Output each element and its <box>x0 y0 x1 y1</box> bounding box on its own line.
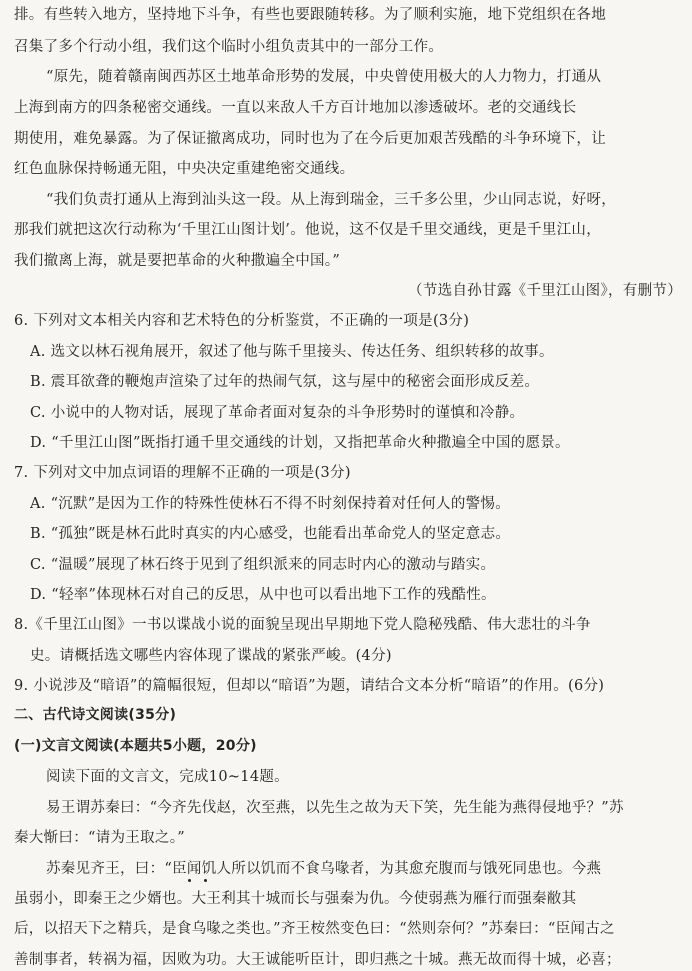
classical-text-line: 易王谓苏秦曰：“今齐先伐赵，次至燕，以先生之故为天下笑，先生能为燕得侵地乎？”苏 <box>46 800 624 816</box>
classical-text-line: 虽弱小，即秦王之少婿也。大王利其十城而长与强秦为仇。今使弱燕为雁行而强秦敝其 <box>14 891 577 907</box>
question-7-option-b: B. “孤独”既是林石此时真实的内心感受，也能看出革命党人的坚定意志。 <box>30 526 511 542</box>
classical-text-line: 后，以招天下之精兵，是食乌喙之类也。”齐王桉然变色曰：“然则奈何？”苏秦曰：“臣闻古之 <box>14 921 615 937</box>
passage-line: “我们负责打通从上海到汕头这一段。从上海到瑞金，三千多公里，少山同志说，好呀， <box>46 192 617 208</box>
emphasis-dot <box>188 879 191 882</box>
question-7-option-c: C. “温暖”展现了林石终于见到了组织派来的同志时内心的激动与踏实。 <box>30 557 496 573</box>
question-7-option-a: A. “沉默”是因为工作的特殊性使林石不得不时刻保持着对任何人的警惕。 <box>30 496 511 512</box>
classical-text-line: 苏秦见齐王，曰：“臣闻饥人所以饥而不食乌喙者，为其愈充腹而与饿死同患也。今燕 <box>46 861 602 877</box>
classical-text-line: 善制事者，转祸为福，因败为功。大王诚能听臣计，即归燕之十城。燕无故而得十城，必喜； <box>14 952 621 968</box>
passage-line: 期使用，难免暴露。为了保证撤离成功，同时也为了在今后更加艰苦残酷的斗争环境下，让 <box>14 131 606 147</box>
question-6: 6. 下列对文本相关内容和艺术特色的分析鉴赏，不正确的一项是(3分) <box>14 313 470 329</box>
question-6-option-b: B. 震耳欲聋的鞭炮声渲染了过年的热闹气氛，这与屋中的秘密会面形成反差。 <box>30 374 540 390</box>
question-6-option-c: C. 小说中的人物对话，展现了革命者面对复杂的斗争形势时的谨慎和冷静。 <box>30 405 525 421</box>
question-7: 7. 下列对文中加点词语的理解不正确的一项是(3分) <box>14 465 351 481</box>
question-7-option-d: D. “轻率”体现林石对自己的反思，从中也可以看出地下工作的残酷性。 <box>30 587 496 603</box>
emphasis-dot <box>204 879 207 882</box>
passage-line: 那我们就把这次行动称为‘千里江山图计划’。他说，这不仅是千里交通线，更是千里江山， <box>14 222 602 238</box>
question-6-option-a: A. 选文以林石视角展开，叙述了他与陈千里接头、传达任务、组织转移的故事。 <box>30 344 554 360</box>
question-9: 9. 小说涉及“暗语”的篇幅很短，但却以“暗语”为题，请结合文本分析“暗语”的作用。(6分) <box>14 678 605 694</box>
passage-line: 上海到南方的四条秘密交通线。一直以来敌人千方百计地加以渗透破坏。老的交通线长 <box>14 100 577 116</box>
question-8-cont: 史。请概括选文哪些内容体现了谍战的紧张严峻。(4分) <box>30 648 392 664</box>
section-heading: 二、古代诗文阅读(35分) <box>14 707 177 723</box>
classical-text-line: 秦大惭曰：“请为王取之。” <box>14 830 185 846</box>
subsection-heading: (一)文言文阅读(本题共5小题，20分) <box>14 738 257 754</box>
question-6-option-d: D. “千里江山图”既指打通千里交通线的计划，又指把革命火种撒遍全中国的愿景。 <box>30 435 570 451</box>
passage-line: 排。有些转入地方，坚持地下斗争，有些也要跟随转移。为了顺利实施，地下党组织在各地 <box>14 7 606 23</box>
instruction-text: 阅读下面的文言文，完成10~14题。 <box>46 769 289 785</box>
passage-line: 红色血脉保持畅通无阻，中央决定重建绝密交通线。 <box>14 161 355 177</box>
passage-line: 我们撤离上海，就是要把革命的火种撒遍全中国。” <box>14 253 341 269</box>
question-8: 8.《千里江山图》一书以谍战小说的面貌呈现出早期地下党人隐秘残酷、伟大悲壮的斗争 <box>14 617 591 633</box>
passage-line: “原先，随着赣南闽西苏区土地革命形势的发展，中央曾使用极大的人力物力，打通从 <box>46 69 602 85</box>
passage-line: 召集了多个行动小组，我们这个临时小组负责其中的一部分工作。 <box>14 39 444 55</box>
passage-source: （节选自孙甘露《千里江山图》，有删节） <box>408 283 682 299</box>
